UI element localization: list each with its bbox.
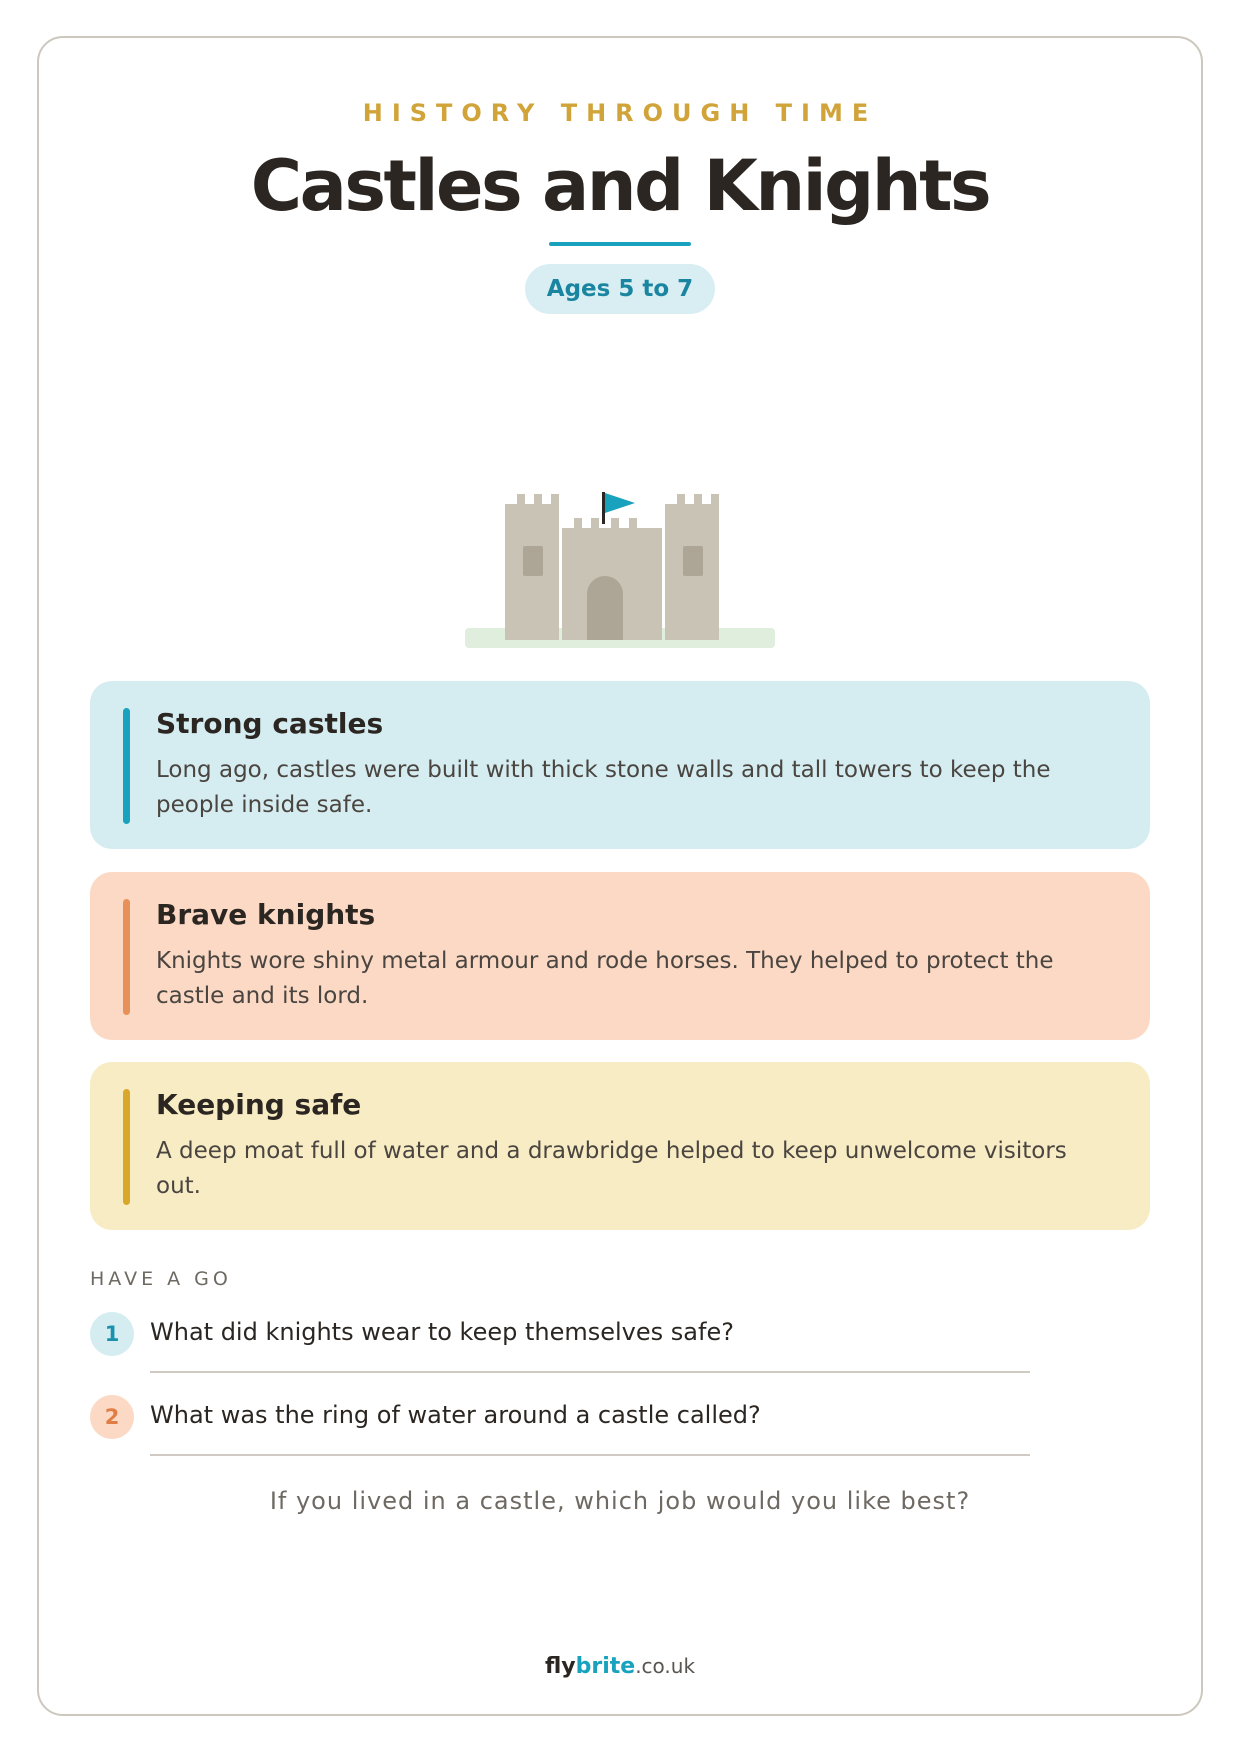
- brand-tld: .co.uk: [635, 1654, 696, 1678]
- series-kicker: HISTORY THROUGH TIME: [362, 99, 878, 127]
- age-badge: Ages 5 to 7: [525, 264, 715, 314]
- brand-fly: fly: [544, 1654, 576, 1679]
- card-accent-bar: [123, 1089, 130, 1205]
- right-window: [683, 546, 703, 576]
- card-title: Brave knights: [156, 898, 376, 931]
- question-text: What did knights wear to keep themselves safe?: [150, 1318, 734, 1346]
- answer-line[interactable]: [150, 1454, 1030, 1456]
- left-window: [523, 546, 543, 576]
- flagpole: [602, 492, 605, 524]
- closing-prompt: If you lived in a castle, which job would you like best?: [269, 1487, 971, 1515]
- castle-icon: [465, 490, 775, 660]
- answer-line[interactable]: [150, 1371, 1030, 1373]
- card-accent-bar: [123, 899, 130, 1015]
- card-body: A deep moat full of water and a drawbridge helped to keep unwelcome visitors out.: [156, 1138, 1067, 1199]
- question-item: [90, 1395, 1030, 1455]
- card-body: Knights wore shiny metal armour and rode horses. They helped to protect the castle and its lord.: [156, 948, 1054, 1009]
- activity-label: HAVE A GO: [90, 1268, 232, 1290]
- card-title: Strong castles: [156, 707, 384, 740]
- info-card-strong-castles: [90, 681, 1150, 849]
- flag: [605, 493, 635, 513]
- card-title: Keeping safe: [156, 1088, 362, 1121]
- info-card-keeping-safe: [90, 1062, 1150, 1230]
- card-body: Long ago, castles were built with thick stone walls and tall towers to keep the people inside safe.: [156, 757, 1051, 818]
- question-item: [90, 1312, 1030, 1372]
- title-underline: [549, 242, 691, 246]
- brand-brite: brite: [575, 1654, 636, 1679]
- question-number-badge: 2: [90, 1395, 134, 1439]
- card-accent-bar: [123, 708, 130, 824]
- question-text: What was the ring of water around a castle called?: [150, 1401, 761, 1429]
- info-card-brave-knights: [90, 872, 1150, 1040]
- footer-brand-logo: [0, 1654, 1240, 1679]
- castle-gate: [587, 576, 623, 640]
- page-title: Castles and Knights: [250, 145, 990, 227]
- question-number-badge: 1: [90, 1312, 134, 1356]
